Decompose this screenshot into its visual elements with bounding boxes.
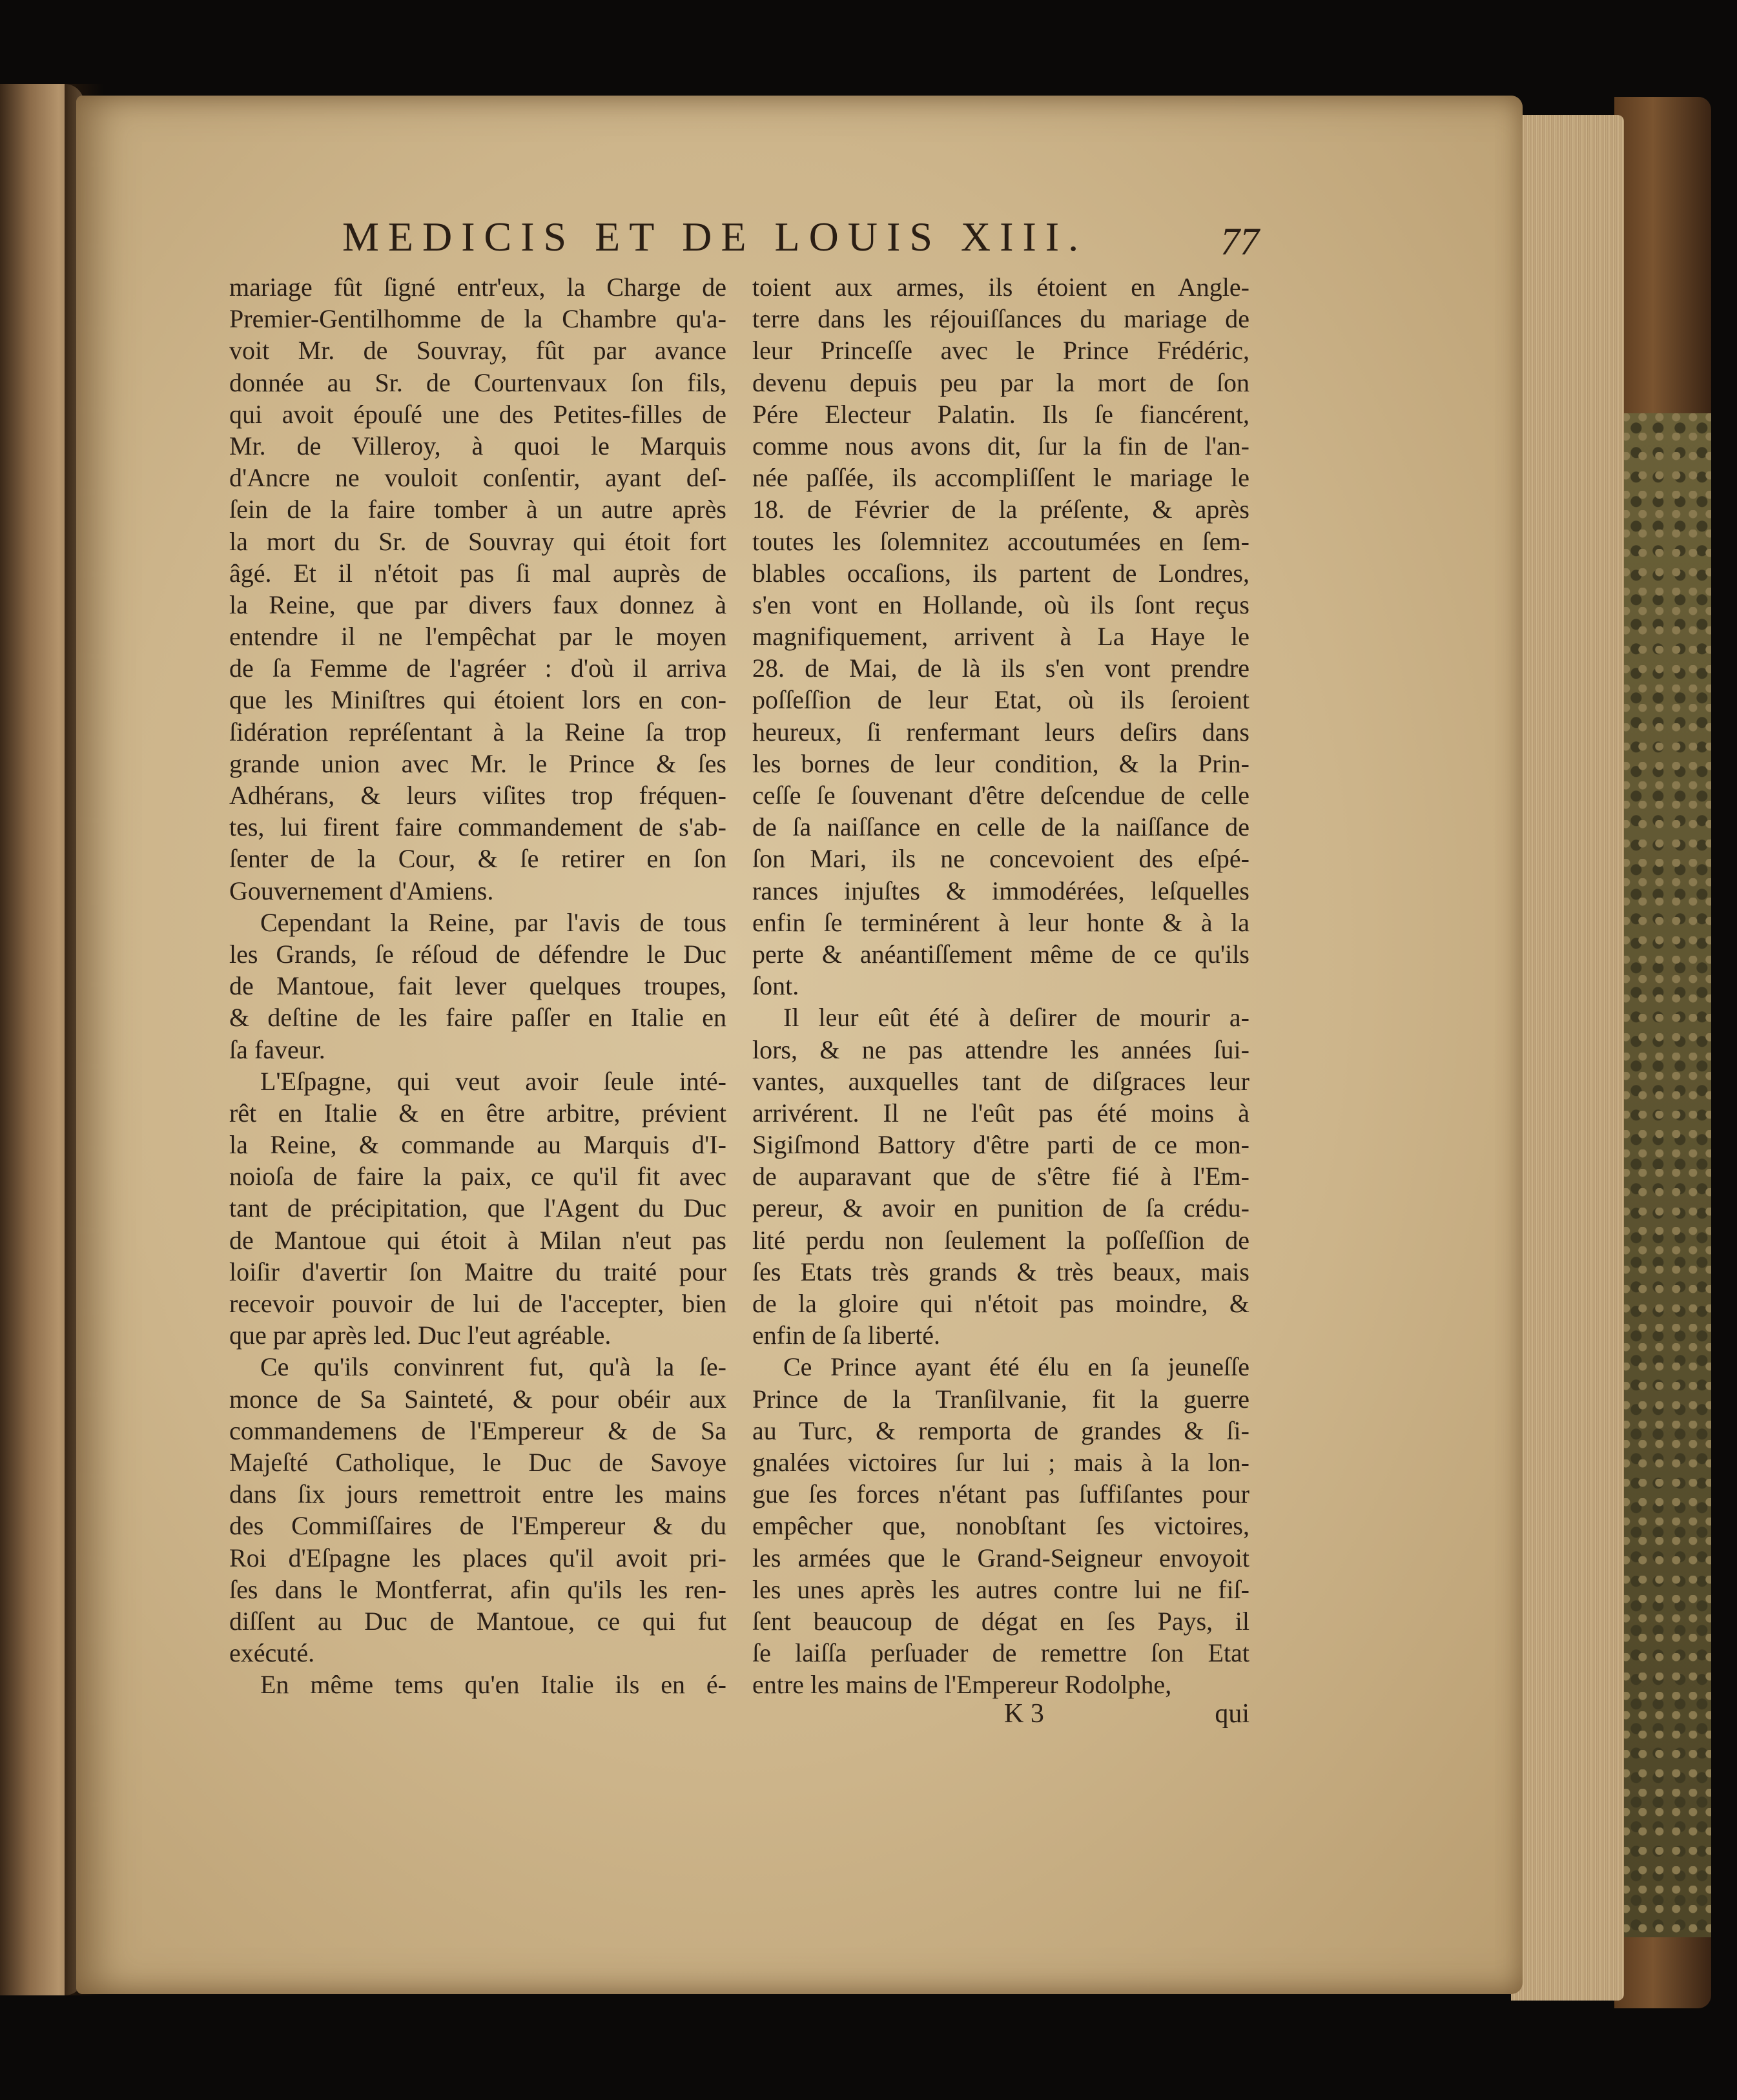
text-line: donnée au Sr. de Courtenvaux ſon fils, [229, 367, 726, 397]
text-line: ſent beaucoup de dégat en ſes Pays, il [752, 1606, 1249, 1636]
text-line: Pére Electeur Palatin. Ils ſe fiancérent, [752, 399, 1249, 429]
catchword: qui [1215, 1699, 1249, 1729]
text-line: arrivérent. Il ne l'eût pas été moins à [752, 1098, 1249, 1127]
text-line: rances injuſtes & immodérées, leſquelles [752, 876, 1249, 905]
page-number: 77 [1220, 220, 1259, 263]
text-line: gue ſes forces n'étant pas ſuffiſantes pour [752, 1479, 1249, 1509]
text-line: ſenter de la Cour, & ſe retirer en ſon [229, 844, 726, 874]
text-line: ſont. [752, 971, 799, 1001]
text-line: Ce qu'ils convinrent fut, qu'à la ſe- [260, 1352, 726, 1382]
running-title: MEDICIS ET DE LOUIS XIII. [342, 214, 1088, 260]
text-line: de Mantoue qui étoit à Milan n'eut pas [229, 1225, 726, 1255]
text-line: & deſtine de les faire paſſer en Italie en [229, 1003, 726, 1033]
text-line: s'en vont en Hollande, où ils ſont reçus [752, 590, 1249, 619]
text-line: ſidération repréſentant à la Reine ſa trop [229, 717, 726, 746]
text-line: enfin ſe terminérent à leur honte & à la [752, 907, 1249, 937]
text-line: Cependant la Reine, par l'avis de tous [260, 907, 726, 937]
page-footer [752, 1698, 1249, 1737]
text-line: les Grands, ſe réſoud de défendre le Duc [229, 939, 726, 969]
text-line: magnifiquement, arrivent à La Haye le [752, 622, 1249, 652]
text-line: Sigiſmond Battory d'être parti de ce mon- [752, 1130, 1249, 1160]
text-line: ſe laiſſa perſuader de remettre ſon Etat [752, 1638, 1249, 1668]
text-line: au Turc, & remporta de grandes & ſi- [752, 1415, 1249, 1445]
text-line: devenu depuis peu par la mort de ſon [752, 367, 1249, 397]
text-line: loiſir d'avertir ſon Maitre du traité pour [229, 1257, 726, 1286]
text-line: des Commiſſaires de l'Empereur & du [229, 1511, 726, 1541]
text-line: commandemens de l'Empereur & de Sa [229, 1415, 726, 1445]
text-line: L'Eſpagne, qui veut avoir ſeule inté- [260, 1066, 726, 1096]
signature-mark: K 3 [1004, 1699, 1044, 1729]
text-line: vantes, auxquelles tant de diſgraces leur [752, 1066, 1249, 1096]
text-line: voit Mr. de Souvray, fût par avance [229, 336, 726, 365]
text-line: que les Miniſtres qui étoient lors en con- [229, 685, 726, 715]
text-line: gnalées victoires ſur lui ; mais à la lon- [752, 1447, 1249, 1477]
text-line: mariage fût ſigné entr'eux, la Charge de [229, 273, 726, 302]
text-column-left [229, 271, 726, 1700]
text-line: terre dans les réjouiſſances du mariage de [752, 304, 1249, 334]
text-line: de ſa naiſſance en celle de la naiſſance de [752, 812, 1249, 842]
text-line: d'Ancre ne vouloit conſentir, ayant deſ- [229, 463, 726, 493]
text-line: monce de Sa Sainteté, & pour obéir aux [229, 1384, 726, 1414]
text-line: Gouvernement d'Amiens. [229, 876, 494, 905]
text-line: tes, lui firent faire commandement de s'ab- [229, 812, 726, 842]
text-line: 18. de Février de la préſente, & après [752, 495, 1249, 524]
text-line: empêcher que, nonobſtant ſes victoires, [752, 1511, 1249, 1541]
text-line: perte & anéantiſſement même de ce qu'ils [752, 939, 1249, 969]
text-line: entre les mains de l'Empereur Rodolphe, [752, 1670, 1172, 1700]
text-line: les armées que le Grand-Seigneur envoyoit [752, 1543, 1249, 1572]
text-line: comme nous avons dit, ſur la fin de l'an- [752, 431, 1249, 460]
text-line: Roi d'Eſpagne les places qu'il avoit pri- [229, 1543, 726, 1572]
marbled-endpaper [1621, 413, 1711, 1937]
text-line: née paſſée, ils accompliſſent le mariage le [752, 463, 1249, 493]
text-line: Prince de la Tranſilvanie, fit la guerre [752, 1384, 1249, 1414]
text-column-right [752, 271, 1249, 1700]
text-line: Il leur eût été à deſirer de mourir a- [783, 1003, 1249, 1033]
text-line: recevoir pouvoir de lui de l'accepter, bien [229, 1289, 726, 1318]
text-line: Premier-Gentilhomme de la Chambre qu'a- [229, 304, 726, 334]
text-line: de la gloire qui n'étoit pas moindre, & [752, 1289, 1249, 1318]
text-line: diſſent au Duc de Mantoue, ce qui fut [229, 1606, 726, 1636]
page-header [342, 213, 1259, 271]
text-line: ſein de la faire tomber à un autre après [229, 495, 726, 524]
text-line: lité perdu non ſeulement la poſſeſſion de [752, 1225, 1249, 1255]
text-line: blables occaſions, ils partent de Londres, [752, 558, 1249, 588]
text-line: poſſeſſion de leur Etat, où ils ſeroient [752, 685, 1249, 715]
text-line: toutes les ſolemnitez accoutumées en ſem- [752, 526, 1249, 556]
text-line: dans ſix jours remettroit entre les mains [229, 1479, 726, 1509]
text-line: En même tems qu'en Italie ils en é- [260, 1670, 726, 1700]
text-line: Adhérans, & leurs viſites trop fréquen- [229, 781, 726, 810]
text-line: grande union avec Mr. le Prince & ſes [229, 748, 726, 778]
text-line: Ce Prince ayant été élu en ſa jeuneſſe [783, 1352, 1249, 1382]
text-line: ſon Mari, ils ne concevoient des eſpé- [752, 844, 1249, 874]
text-line: la mort du Sr. de Souvray qui étoit fort [229, 526, 726, 556]
text-line: exécuté. [229, 1638, 315, 1668]
text-line: rêt en Italie & en être arbitre, prévient [229, 1098, 726, 1127]
text-line: de Mantoue, fait lever quelques troupes, [229, 971, 726, 1001]
text-line: que par après led. Duc l'eut agréable. [229, 1321, 612, 1350]
text-line: âgé. Et il n'étoit pas ſi mal auprès de [229, 558, 726, 588]
text-line: lors, & ne pas attendre les années ſui- [752, 1035, 1249, 1064]
text-line: les unes après les autres contre lui ne fiſ- [752, 1574, 1249, 1604]
text-line: noioſa de faire la paix, ce qu'il fit avec [229, 1162, 726, 1191]
page-stack-edge [1511, 115, 1624, 2001]
text-line: leur Princeſſe avec le Prince Frédéric, [752, 336, 1249, 365]
text-line: toient aux armes, ils étoient en Angle- [752, 273, 1249, 302]
text-line: heureux, ſi renfermant leurs deſirs dans [752, 717, 1249, 746]
text-line: la Reine, que par divers faux donnez à [229, 590, 726, 619]
text-line: qui avoit épouſé une des Petites-filles de [229, 399, 726, 429]
text-line: de ſa Femme de l'agréer : d'où il arriva [229, 654, 726, 683]
text-line: de auparavant que de s'être fié à l'Em- [752, 1162, 1249, 1191]
text-line: ſa faveur. [229, 1035, 325, 1064]
text-line: entendre il ne l'empêchat par le moyen [229, 622, 726, 652]
text-line: Majeſté Catholique, le Duc de Savoye [229, 1447, 726, 1477]
text-line: Mr. de Villeroy, à quoi le Marquis [229, 431, 726, 460]
text-line: les bornes de leur condition, & la Prin- [752, 748, 1249, 778]
text-line: ſes Etats très grands & très beaux, mais [752, 1257, 1249, 1286]
text-line: ſes dans le Montferrat, afin qu'ils les ren- [229, 1574, 726, 1604]
text-line: tant de précipitation, que l'Agent du Duc [229, 1193, 726, 1223]
text-line: la Reine, & commande au Marquis d'I- [229, 1130, 726, 1160]
text-line: ceſſe ſe ſouvenant d'être deſcendue de celle [752, 781, 1249, 810]
text-line: enfin de ſa liberté. [752, 1321, 940, 1350]
text-line: 28. de Mai, de là ils s'en vont prendre [752, 654, 1249, 683]
text-line: pereur, & avoir en punition de ſa crédu- [752, 1193, 1249, 1223]
